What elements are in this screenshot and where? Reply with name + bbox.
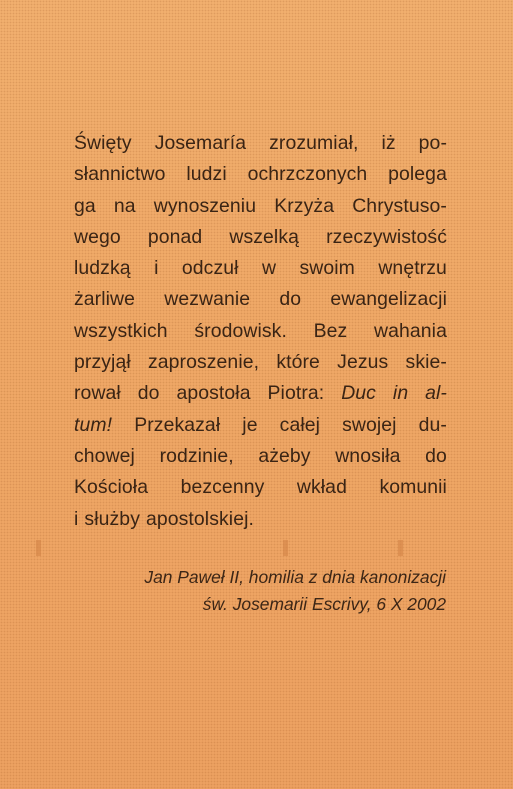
quote-line: [74, 284, 447, 315]
quote-word: wnosiła: [335, 444, 401, 467]
quote-word: ewangelizacji: [330, 288, 447, 311]
quote-word: zaproszenie,: [147, 351, 260, 374]
quote-word: środowisk.: [194, 319, 287, 342]
quote-line: [74, 472, 447, 503]
quote-word: swojej: [342, 413, 397, 436]
quote-word: rzeczywistość: [326, 225, 447, 248]
quote-word: słannictwo: [74, 163, 166, 186]
spine-fold-mark: [398, 540, 403, 556]
quote-word: przyjął: [74, 351, 131, 374]
quote-word: Bez: [313, 319, 348, 342]
quote-word: wszelką: [229, 225, 300, 248]
quote-word: wezwanie: [164, 288, 251, 311]
quote-line: [74, 128, 447, 159]
quote-word: Przekazał: [134, 413, 221, 436]
quote-word: wego: [74, 225, 121, 248]
quote-word: ga: [74, 194, 96, 217]
spine-fold-mark: [283, 540, 288, 556]
quote-block: [74, 128, 447, 535]
quote-word: Krzyża: [274, 194, 335, 217]
quote-word: Piotra:: [267, 382, 325, 405]
quote-word: swoim: [299, 257, 355, 280]
quote-word: Święty: [74, 132, 132, 154]
quote-line: [74, 378, 447, 409]
quote-word: rodzinie,: [159, 444, 234, 467]
quote-word: apostolskiej.: [145, 507, 254, 530]
quote-word: na: [113, 194, 136, 217]
quote-word: skie-: [405, 351, 447, 374]
quote-word: bezcenny: [180, 476, 265, 499]
quote-word: w: [261, 257, 277, 280]
quote-word-italic: al-: [425, 382, 447, 405]
quote-line: [74, 253, 447, 284]
quote-word: żarliwe: [74, 288, 136, 311]
quote-word: apostoła: [176, 382, 251, 405]
quote-line: [74, 222, 447, 253]
quote-word: służby: [84, 507, 140, 530]
quote-word: ochrzczonych: [247, 163, 368, 186]
quote-word: wahania: [374, 319, 447, 342]
quote-word: Kościoła: [74, 476, 149, 499]
quote-word-italic: tum!: [74, 413, 113, 436]
quote-word: ażeby: [258, 444, 311, 467]
quote-word: polega: [388, 163, 447, 186]
spine-fold-mark: [36, 540, 41, 556]
quote-word: odczuł: [181, 257, 239, 280]
quote-word: Josemaría: [154, 132, 247, 154]
quote-word: wkład: [296, 476, 347, 499]
quote-word: Jezus: [337, 351, 389, 374]
quote-word: wszystkich: [74, 319, 168, 342]
quote-word: do: [425, 444, 447, 467]
quote-word-italic: Duc: [341, 382, 376, 405]
quote-word: i: [154, 257, 159, 280]
quote-word: du-: [418, 413, 447, 436]
quote-word: chowej: [74, 444, 135, 467]
quote-word: które: [276, 351, 320, 374]
quote-word: je: [242, 413, 258, 436]
quote-word: i: [74, 507, 79, 530]
quote-line: [74, 410, 447, 441]
quote-line: [74, 441, 447, 472]
quote-word: do: [279, 288, 302, 311]
quote-word: iż: [381, 132, 396, 154]
quote-word: Chrystuso-: [352, 194, 447, 217]
quote-word: ludzi: [186, 163, 227, 186]
quote-word: zrozumiał,: [269, 132, 359, 154]
quote-word: rował: [74, 382, 121, 405]
quote-line: [74, 347, 447, 378]
quote-word: ponad: [147, 225, 203, 248]
quote-word: ludzką: [74, 257, 131, 280]
quote-line: [74, 191, 447, 222]
quote-word: całej: [279, 413, 321, 436]
quote-word: komunii: [379, 476, 447, 499]
quote-word: do: [137, 382, 160, 405]
attribution-line: św. Josemarii Escrivy, 6 X 2002: [202, 594, 446, 614]
quote-word: wnętrzu: [378, 257, 447, 280]
quote-attribution: [144, 564, 446, 618]
quote-word: po-: [418, 132, 447, 154]
attribution-line: Jan Paweł II, homilia z dnia kanonizacji: [144, 567, 446, 587]
quote-line: [74, 504, 447, 535]
quote-word: wynoszeniu: [153, 194, 257, 217]
quote-word-italic: in: [392, 382, 409, 405]
quote-line: [74, 159, 447, 190]
quote-line: [74, 316, 447, 347]
